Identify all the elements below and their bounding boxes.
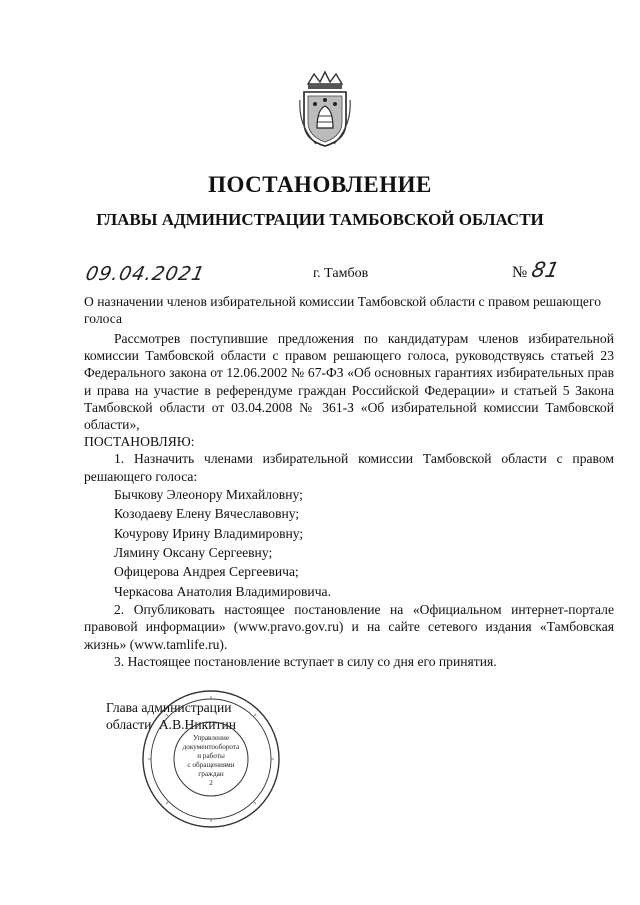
list-item: Офицерова Андрея Сергеевича; [114, 564, 299, 580]
seal-line: Управление [192, 734, 230, 742]
item-2: 2. Опубликовать настоящее постановление на «Официальном интернет-портале правовой информации» (www.pravo.gov.ru) и на сайте сетевого издания «Тамбовская жизнь» (www.tamlife.ru). [84, 602, 614, 652]
handwritten-date: 09.04.2021 [83, 263, 208, 285]
seal-line: документооборота [182, 743, 240, 751]
seal-line: граждан [198, 770, 224, 778]
document-body [84, 330, 614, 670]
list-item: Кочурову Ирину Владимировну; [114, 525, 304, 541]
number-label: № [512, 264, 528, 281]
item-1: 1. Назначить членами избирательной комиссии Тамбовской области с правом решающего голоса: [84, 451, 614, 484]
handwritten-number: 81 [529, 258, 562, 282]
list-item: Козодаеву Елену Вячеславовну; [114, 506, 300, 522]
signer-position: Глава администрации [106, 700, 232, 715]
list-item: Бычкову Элеонору Михайловну; [114, 486, 303, 502]
official-seal-icon [140, 688, 282, 830]
document-subject: О назначении членов избирательной комиссии Тамбовской области с правом решающего голоса [84, 294, 601, 326]
seal-line: и работы [197, 752, 225, 760]
decree-word: ПОСТАНОВЛЯЮ: [84, 434, 195, 450]
signer-position-line2: области [106, 716, 152, 732]
seal-line: 2 [209, 779, 213, 787]
members-list [114, 485, 614, 601]
city: г. Тамбов [313, 266, 369, 281]
document-subtitle: ГЛАВЫ АДМИНИСТРАЦИИ ТАМБОВСКОЙ ОБЛАСТИ [96, 210, 544, 229]
seal-line: с обращениями [187, 761, 235, 769]
list-item: Лямину Оксану Сергеевну; [114, 545, 273, 561]
signer-name: А.В.Никитин [158, 716, 237, 732]
document-title: ПОСТАНОВЛЕНИЕ [208, 172, 432, 197]
tambov-coat-of-arms-icon [296, 70, 354, 148]
list-item: Черкасова Анатолия Владимировича. [114, 583, 331, 599]
preamble-paragraph: Рассмотрев поступившие предложения по кандидатурам членов избирательной комиссии Тамбовской области с правом решающего голоса, руководствуясь статьей 23 Федерального закона от 12.06.2002 № 67-ФЗ «Об основных гарантиях избирательных прав и права на участие в референдуме граждан Российской Федерации» и статьей 5 Закона Тамбовской области от 03.04.2008 № 361-З «Об избирательной комиссии Тамбовской области», [84, 331, 614, 433]
item-3: 3. Настоящее постановление вступает в силу со дня его принятия. [114, 653, 497, 669]
